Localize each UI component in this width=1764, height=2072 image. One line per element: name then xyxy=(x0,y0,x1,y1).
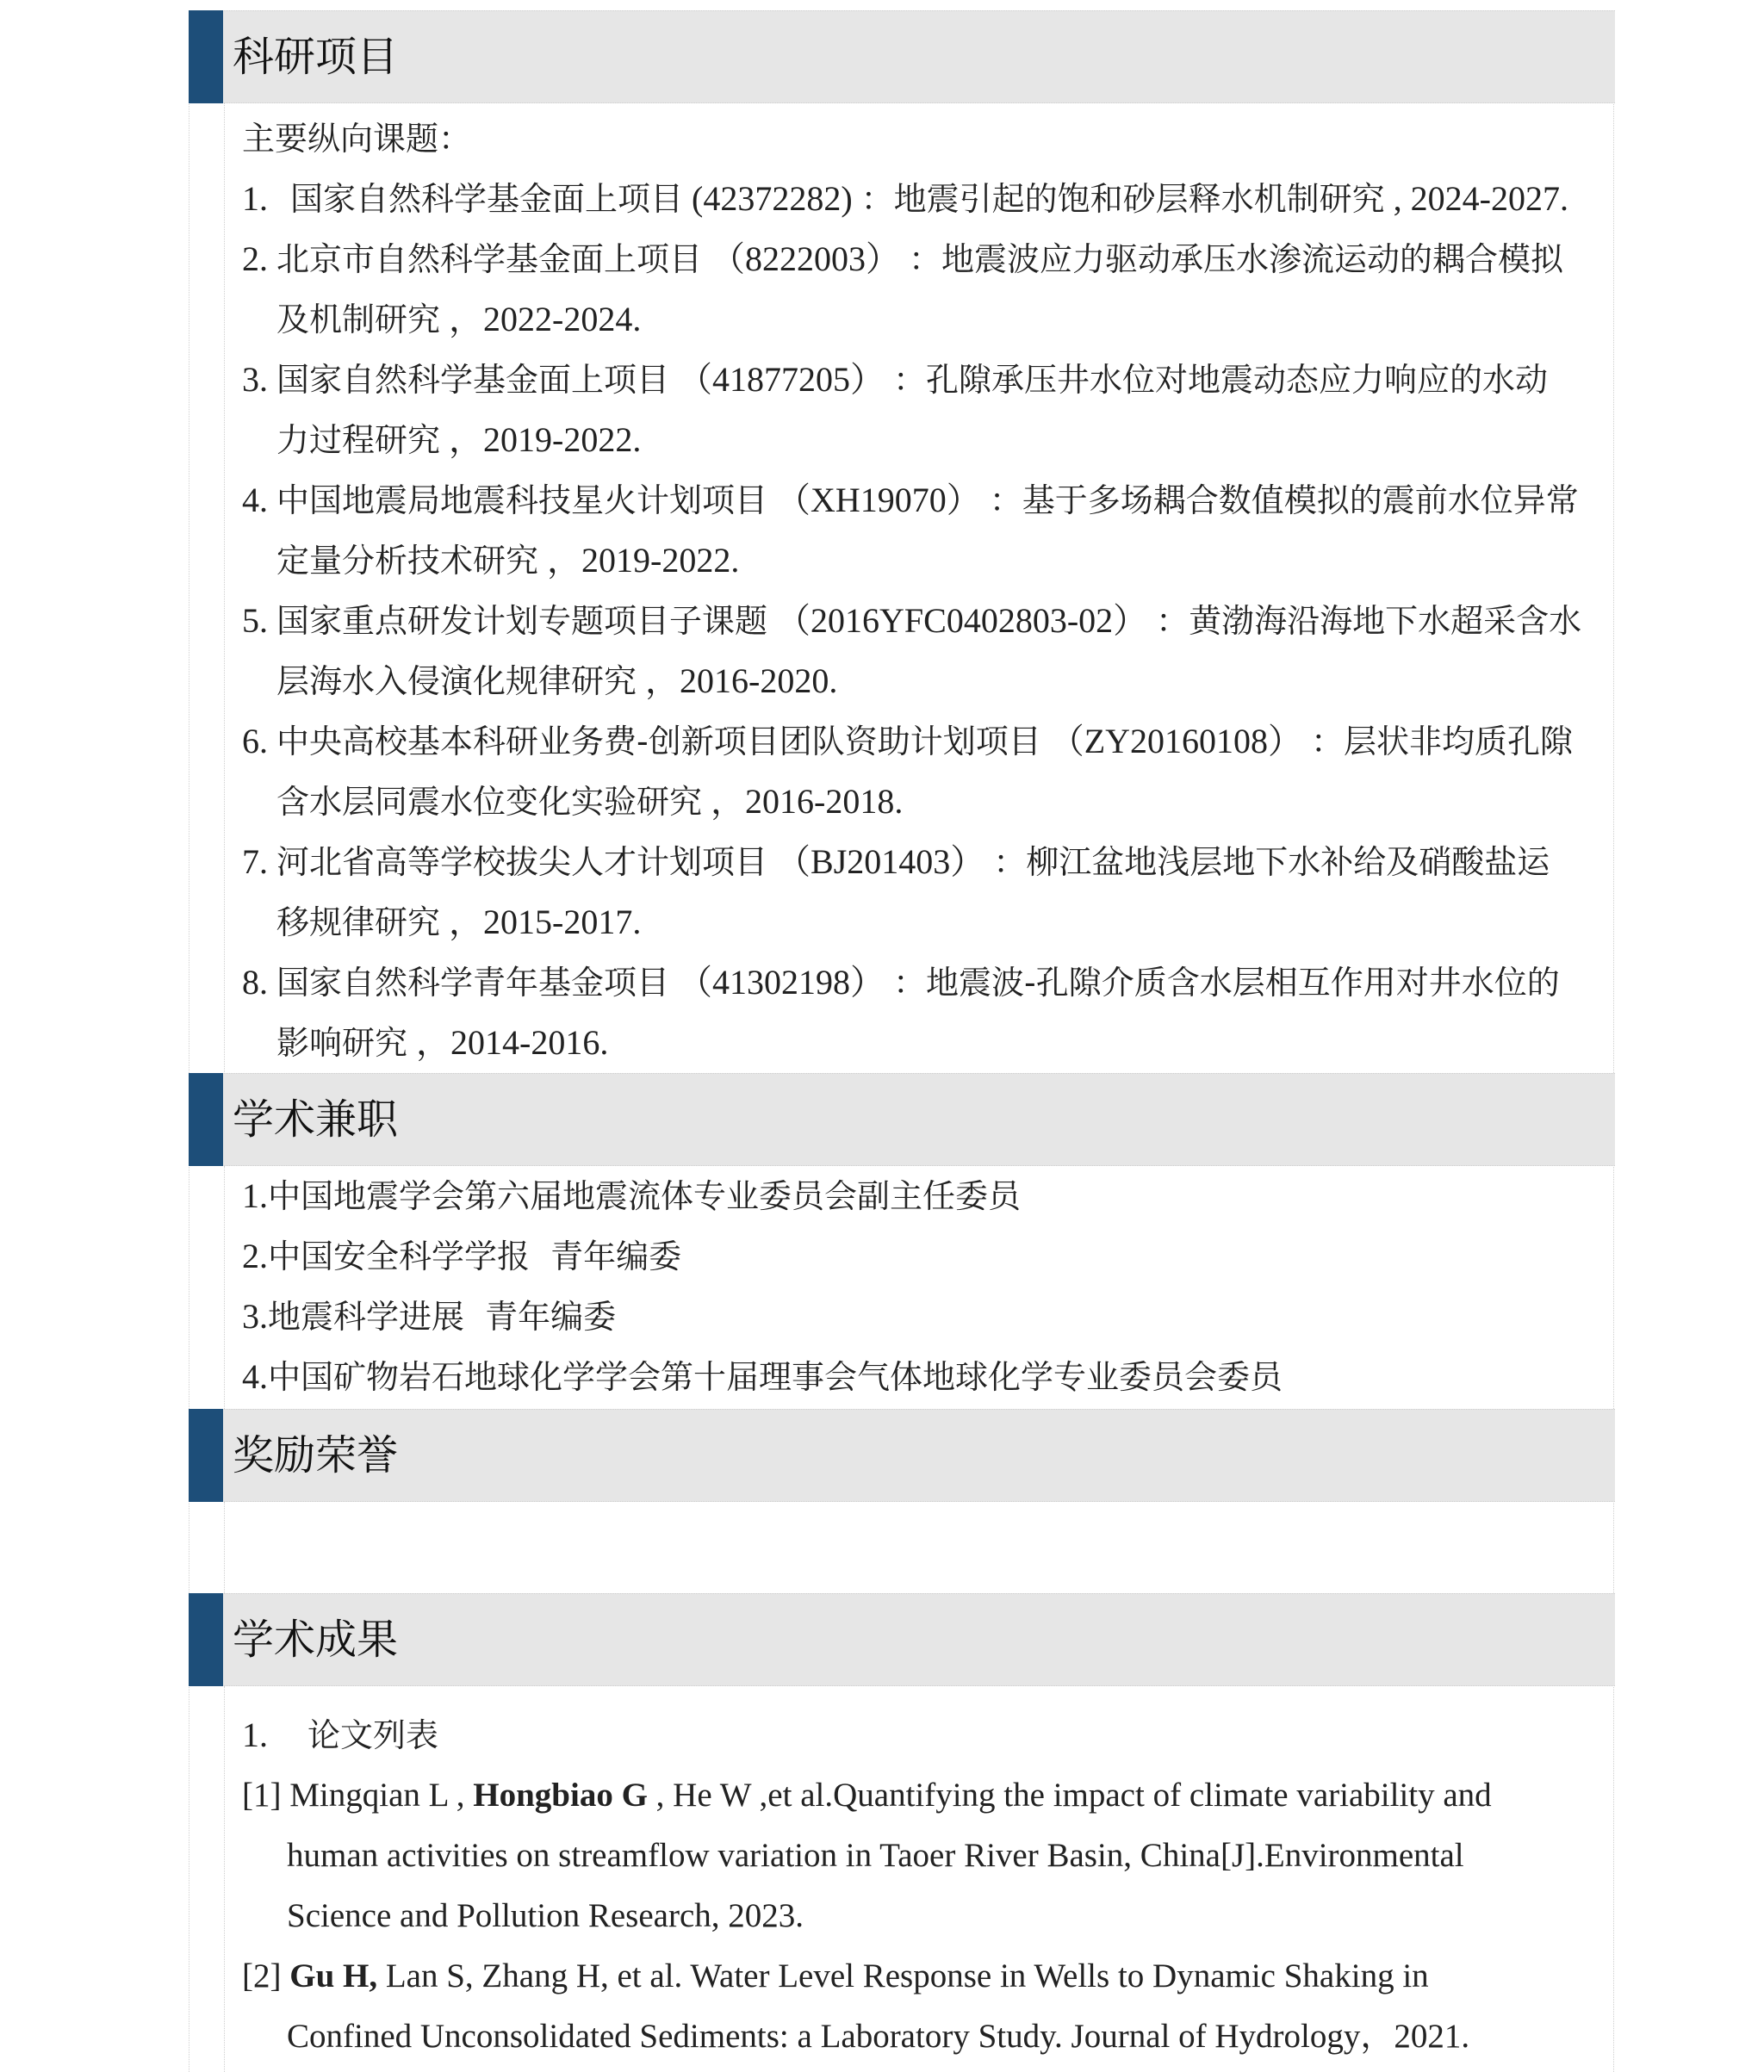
research-item-8-cont xyxy=(276,1021,608,1064)
research-item-5-cont xyxy=(276,660,837,703)
item-code: （41302198） xyxy=(678,963,885,1002)
research-item-4-cont xyxy=(276,539,739,582)
item-topic: ：孔隙承压井水位对地震动态应力响应的水动 xyxy=(893,361,1549,399)
section-accent-bar xyxy=(189,1073,223,1166)
research-intro: 主要纵向课题： xyxy=(242,120,472,158)
research-item-3 xyxy=(242,358,1548,401)
paper-index: [2] xyxy=(242,1957,282,1994)
item-number: 8. xyxy=(242,963,268,1002)
item-title: 国家自然科学青年基金项目 xyxy=(276,964,670,1002)
item-topic-cont: 定量分析技术研究 xyxy=(276,542,539,580)
paper-1-head xyxy=(242,1774,1492,1817)
section-body-research xyxy=(224,103,1615,1079)
item-period: ，2014-2016. xyxy=(416,1023,609,1062)
section-title-awards: 奖励荣誉 xyxy=(233,1431,399,1480)
paper-1-line-1 xyxy=(242,1774,1603,1817)
research-item-3-cont xyxy=(276,419,641,462)
item-topic: ：黄渤海沿海地下水超采含水 xyxy=(1156,602,1582,640)
section-header-achievements xyxy=(189,1593,1615,1686)
item-topic-cont: 移规律研究 xyxy=(276,903,441,941)
research-item-7-cont xyxy=(276,901,641,944)
item-topic: ：地震波应力驱动承压水渗流运动的耦合模拟 xyxy=(909,240,1564,278)
item-topic: ：地震引起的饱和砂层释水机制研究 xyxy=(860,180,1385,218)
achievements-subhead xyxy=(242,1714,438,1757)
item-code: （XH19070） xyxy=(776,481,981,519)
paper-author-highlight: Hongbiao G xyxy=(473,1777,648,1814)
paper-1-line-3: Science and Pollution Research, 2023. xyxy=(287,1897,804,1934)
post-item-1 xyxy=(242,1175,1021,1218)
research-item-4 xyxy=(242,479,1579,522)
section-title-achievements: 学术成果 xyxy=(233,1616,399,1664)
section-title-academic-posts: 学术兼职 xyxy=(233,1095,399,1144)
item-text: 地震科学进展 青年编委 xyxy=(268,1298,617,1336)
item-number: 7. xyxy=(242,842,268,881)
research-item-2-cont xyxy=(276,298,641,341)
research-item-6-cont xyxy=(276,780,903,823)
item-title: 国家自然科学基金面上项目 xyxy=(290,180,684,218)
document-page xyxy=(189,10,1614,2072)
item-title: 中国地震局地震科技星火计划项目 xyxy=(276,481,768,519)
section-header-academic-posts xyxy=(189,1073,1615,1166)
research-item-2 xyxy=(242,238,1563,281)
item-number: 4. xyxy=(242,481,268,519)
section-accent-bar xyxy=(189,1409,223,1502)
item-number: 2. xyxy=(242,1237,268,1275)
item-number: 1. xyxy=(242,1715,268,1754)
section-title-research: 科研项目 xyxy=(233,33,399,81)
item-topic-cont: 含水层同震水位变化实验研究 xyxy=(276,783,703,821)
section-body-achievements xyxy=(224,1686,1615,2072)
paper-2-line-2: Confined Unconsolidated Sediments: a Laboratory Study. Journal of Hydrology，2021. xyxy=(287,2018,1470,2055)
paper-author-highlight: Gu H, xyxy=(289,1957,378,1994)
section-header-awards xyxy=(189,1409,1615,1502)
paper-index: [1] xyxy=(242,1777,282,1814)
paper-authors-post: , He W ,et al.Quantifying the impact of climate variability and xyxy=(655,1777,1492,1814)
item-text: 中国矿物岩石地球化学学会第十届理事会气体地球化学专业委员会委员 xyxy=(268,1358,1283,1396)
post-item-4 xyxy=(242,1355,1283,1399)
section-accent-bar xyxy=(189,1593,223,1686)
item-number: 5. xyxy=(242,601,268,640)
post-item-2 xyxy=(242,1235,681,1278)
item-topic: ：层状非均质孔隙 xyxy=(1311,723,1574,760)
item-number: 1. xyxy=(242,179,268,218)
item-period: ，2019-2022. xyxy=(449,420,642,459)
paper-2-line-1 xyxy=(242,1955,1429,1998)
research-item-5 xyxy=(242,599,1581,642)
item-topic-cont: 及机制研究 xyxy=(276,301,441,338)
item-title: 国家自然科学基金面上项目 xyxy=(276,361,670,399)
paper-1-line-2: human activities on streamflow variation in Taoer River Basin, China[J].Environmental xyxy=(287,1837,1464,1874)
item-title: 国家重点研发计划专题项目子课题 xyxy=(276,602,768,640)
item-topic-cont: 力过程研究 xyxy=(276,421,441,459)
item-topic: ：基于多场耦合数值模拟的震前水位异常 xyxy=(989,481,1579,519)
section-accent-bar xyxy=(189,10,223,103)
item-topic: ：地震波-孔隙介质含水层相互作用对井水位的 xyxy=(893,964,1560,1002)
item-code: （8222003） xyxy=(711,239,901,278)
paper-authors-pre: Mingqian L , xyxy=(289,1777,465,1814)
item-title: 北京市自然科学基金面上项目 xyxy=(276,240,703,278)
research-item-1 xyxy=(242,177,1568,220)
item-number: 6. xyxy=(242,722,268,760)
research-item-7 xyxy=(242,841,1550,884)
item-period: ，2016-2020. xyxy=(645,661,838,700)
item-number: 3. xyxy=(242,360,268,399)
item-period: , 2024-2027. xyxy=(1393,179,1568,218)
item-code: （BJ201403） xyxy=(776,842,985,881)
item-text: 中国地震学会第六届地震流体专业委员会副主任委员 xyxy=(268,1177,1022,1215)
section-header-research xyxy=(189,10,1615,103)
item-code: （2016YFC0402803-02） xyxy=(776,601,1148,640)
item-period: ，2015-2017. xyxy=(449,903,642,941)
item-code: （41877205） xyxy=(678,360,885,399)
item-code: (42372282) xyxy=(692,179,853,218)
item-code: （ZY20160108） xyxy=(1049,722,1303,760)
item-topic-cont: 层海水入侵演化规律研究 xyxy=(276,662,637,700)
item-period: ，2016-2018. xyxy=(711,782,904,821)
section-body-academic-posts xyxy=(224,1166,1615,1409)
research-item-6 xyxy=(242,720,1573,763)
item-period: ，2019-2022. xyxy=(547,541,740,580)
paper-authors-post: Lan S, Zhang H, et al. Water Level Response in Wells to Dynamic Shaking in xyxy=(385,1957,1429,1994)
item-number: 4. xyxy=(242,1357,268,1396)
item-title: 中央高校基本科研业务费-创新项目团队资助计划项目 xyxy=(276,723,1041,760)
item-period: ，2022-2024. xyxy=(449,300,642,338)
item-number: 1. xyxy=(242,1176,268,1215)
item-text: 论文列表 xyxy=(307,1716,439,1754)
research-item-8 xyxy=(242,961,1560,1004)
post-item-3 xyxy=(242,1295,616,1338)
item-title: 河北省高等学校拔尖人才计划项目 xyxy=(276,843,768,881)
item-topic: ：柳江盆地浅层地下水补给及硝酸盐运 xyxy=(993,843,1550,881)
item-number: 3. xyxy=(242,1297,268,1336)
item-number: 2. xyxy=(242,239,268,278)
section-body-awards xyxy=(224,1502,1615,1593)
paper-1-line-1-row xyxy=(242,1774,1603,1817)
item-text: 中国安全科学学报 青年编委 xyxy=(268,1238,682,1275)
item-topic-cont: 影响研究 xyxy=(276,1024,408,1062)
